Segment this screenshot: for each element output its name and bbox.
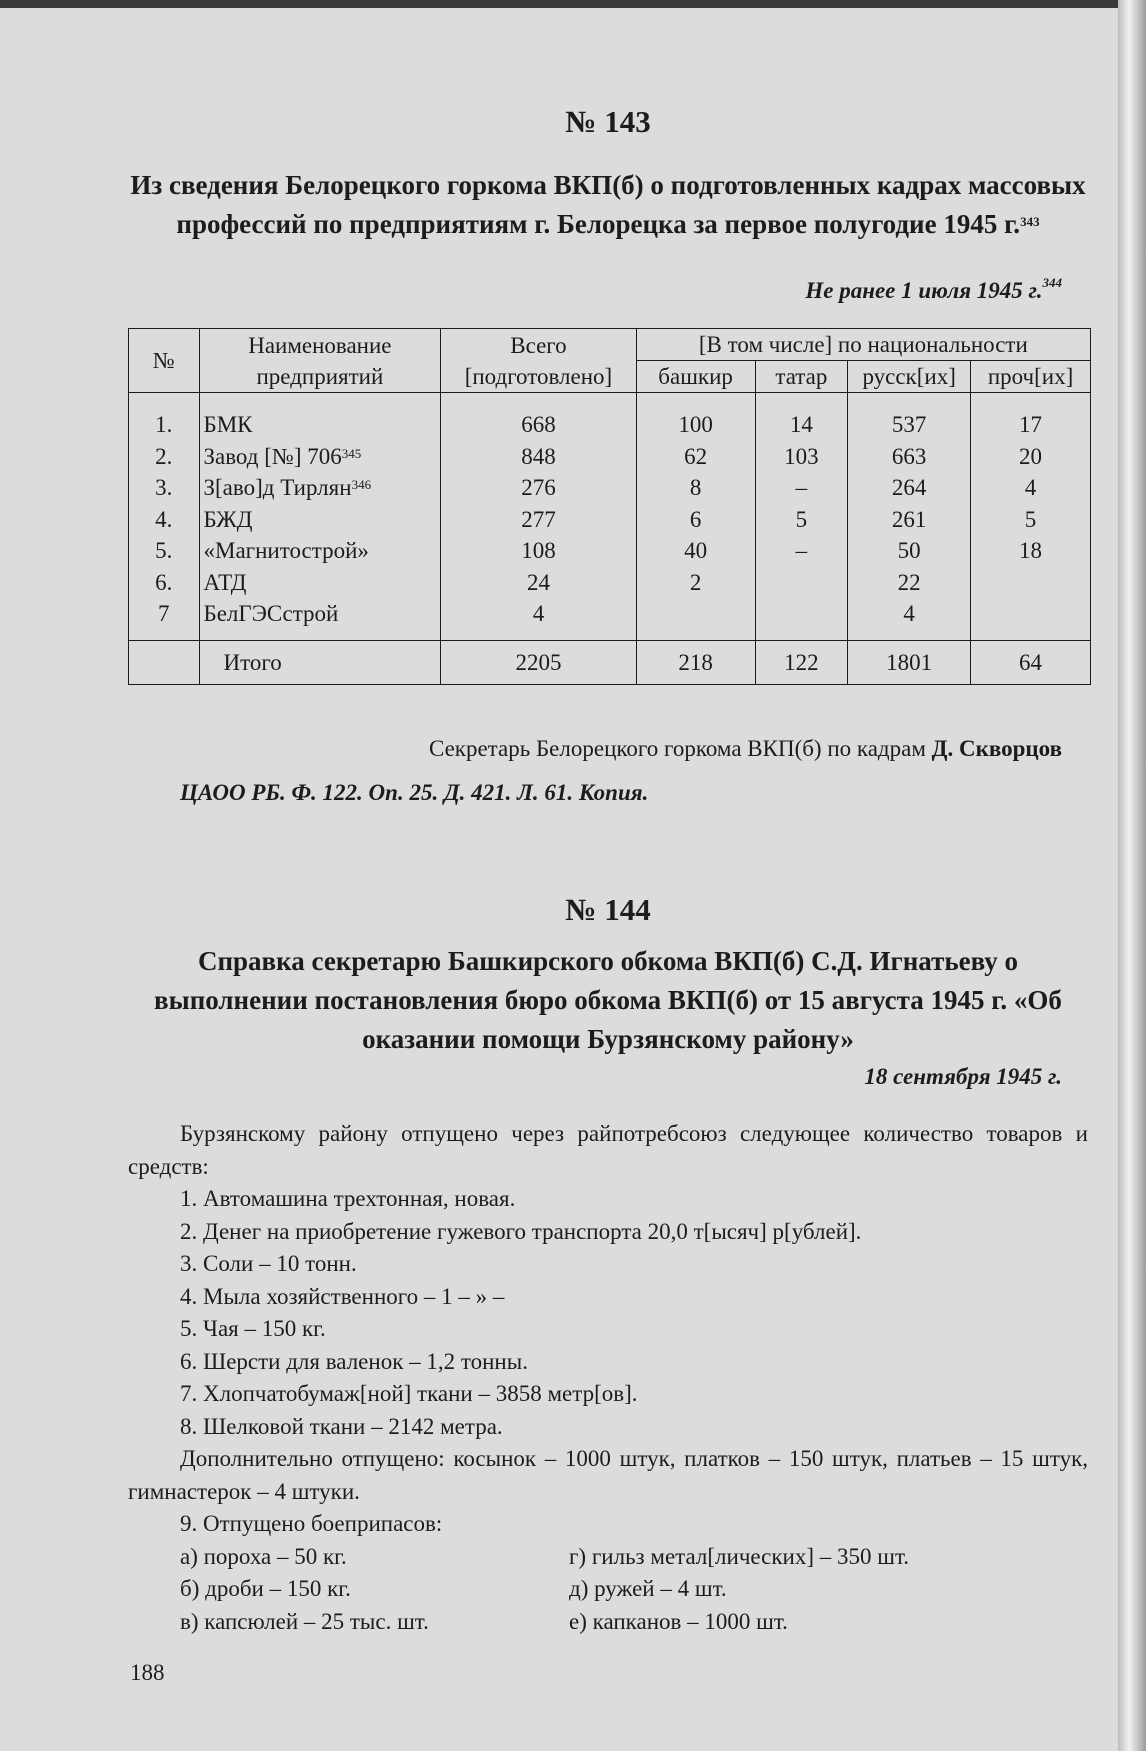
cell-russian: 22 <box>848 567 971 599</box>
cell-bashkir: 8 <box>636 472 755 504</box>
doc143-title <box>128 166 1088 244</box>
table-row <box>129 393 1091 441</box>
ammo-columns <box>128 1541 1088 1639</box>
ammo-item: в) капсюлей – 25 тыс. шт. <box>180 1608 429 1634</box>
cell-tatar: 5 <box>755 504 848 536</box>
cell-total: 108 <box>441 535 636 567</box>
ammo-right-column <box>569 1541 909 1639</box>
page-number: 188 <box>130 1660 165 1685</box>
cell-name-text: Завод [№] 706 <box>203 443 342 469</box>
table-total-row <box>129 640 1091 685</box>
table-row <box>129 441 1091 473</box>
cell-name <box>199 567 441 599</box>
cell-tatar: 103 <box>755 441 848 473</box>
table-row <box>129 535 1091 567</box>
cell-name-text: БелГЭСстрой <box>203 601 339 626</box>
list-item: 8. Шелковой ткани – 2142 метра. <box>180 1413 503 1439</box>
cell-tatar <box>755 598 848 640</box>
cell-name <box>199 441 441 473</box>
table-row <box>129 472 1091 504</box>
cell-bashkir: 6 <box>636 504 755 536</box>
cell-num: 2. <box>129 441 200 473</box>
cell-russian: 537 <box>848 393 971 441</box>
cell-other <box>971 567 1091 599</box>
cell-num: 1. <box>129 393 200 441</box>
cell-total: 276 <box>441 472 636 504</box>
cell-total: 24 <box>441 567 636 599</box>
cell-other <box>971 598 1091 640</box>
ammo-item: а) пороха – 50 кг. <box>180 1543 347 1569</box>
doc143-number: № 143 <box>565 104 651 139</box>
table-row <box>129 504 1091 536</box>
cell-num: 4. <box>129 504 200 536</box>
doc144-title: Справка секретарю Башкирского обкома ВКП(б) С.Д. Игнатьеву о выполнении постановления бюро обкома ВКП(б) от 15 августа 1945 г. «Об оказании помощи Бурзянскому району» <box>154 946 1062 1054</box>
cell-russian: 4 <box>848 598 971 640</box>
cell-num: 7 <box>129 598 200 640</box>
cell-total: 848 <box>441 441 636 473</box>
table-row <box>129 567 1091 599</box>
cell-num: 6. <box>129 567 200 599</box>
doc143-date-text: Не ранее 1 июля 1945 г. <box>805 278 1043 303</box>
doc143-date <box>805 275 1062 304</box>
cell-other: 5 <box>971 504 1091 536</box>
cell-tatar: 122 <box>755 640 848 685</box>
cell-other: 20 <box>971 441 1091 473</box>
cell-name-text: «Магнитострой» <box>203 538 369 563</box>
cell-num: 3. <box>129 472 200 504</box>
archive-reference: ЦАОО РБ. Ф. 122. Оп. 25. Д. 421. Л. 61. Копия. <box>180 780 649 805</box>
header-bashkir: башкир <box>636 361 755 393</box>
cell-tatar: 14 <box>755 393 848 441</box>
list-item: 6. Шерсти для валенок – 1,2 тонны. <box>180 1348 528 1374</box>
doc144-body <box>128 1118 1088 1638</box>
header-tatar: татар <box>755 361 848 393</box>
cell-bashkir: 62 <box>636 441 755 473</box>
cell-tatar: – <box>755 535 848 567</box>
doc143-title-text: Из сведения Белорецкого горкома ВКП(б) о подготовленных кадрах массовых профессий по предприятиям г. Белорецка за первое полугодие 1945 г. <box>130 170 1086 239</box>
header-other: проч[их] <box>971 361 1091 393</box>
footnote-ref: 343 <box>1020 214 1040 229</box>
signature-role: Секретарь Белорецкого горкома ВКП(б) по кадрам <box>428 736 926 761</box>
cell-russian: 1801 <box>848 640 971 685</box>
ammo-left-column <box>128 1541 569 1639</box>
ammo-item: б) дроби – 150 кг. <box>180 1576 351 1601</box>
table-row <box>129 598 1091 640</box>
cell-bashkir <box>636 598 755 640</box>
ammo-item: е) капканов – 1000 шт. <box>569 1608 788 1634</box>
cell-bashkir: 40 <box>636 535 755 567</box>
cell-total-label: Итого <box>199 640 441 685</box>
header-num: № <box>129 329 200 393</box>
intro-paragraph: Бурзянскому району отпущено через райпотребсоюз следующее количество товаров и средств: <box>128 1121 1088 1179</box>
cell-other: 64 <box>971 640 1091 685</box>
ammo-item: д) ружей – 4 шт. <box>569 1576 727 1601</box>
cell-russian: 50 <box>848 535 971 567</box>
cell-tatar <box>755 567 848 599</box>
cell-num: 5. <box>129 535 200 567</box>
cell-total: 2205 <box>441 640 636 685</box>
header-name: Наименование предприятий <box>199 329 441 393</box>
scan-top-border <box>0 0 1146 8</box>
header-russian: русск[их] <box>848 361 971 393</box>
cell-name-text: БЖД <box>203 506 253 532</box>
cell-tatar: – <box>755 472 848 504</box>
footnote-ref: 346 <box>351 477 372 492</box>
cell-total: 4 <box>441 598 636 640</box>
cell-bashkir: 100 <box>636 393 755 441</box>
page-edge <box>1118 0 1146 1751</box>
doc144-date: 18 сентября 1945 г. <box>864 1064 1062 1089</box>
cell-total: 277 <box>441 504 636 536</box>
ammo-item: г) гильз метал[лических] – 350 шт. <box>569 1543 910 1569</box>
additional-paragraph: Дополнительно отпущено: косынок – 1000 штук, платков – 150 штук, платьев – 15 штук, гимнастерок – 4 штуки. <box>128 1446 1088 1504</box>
cell-bashkir: 2 <box>636 567 755 599</box>
footnote-ref: 345 <box>341 445 362 461</box>
list-item: 7. Хлопчатобумаж[ной] ткани – 3858 метр[ов]. <box>180 1381 638 1406</box>
cell-bashkir: 218 <box>636 640 755 685</box>
cell-name-text: З[аво]д Тирлян <box>203 475 352 500</box>
signature-name: Д. Скворцов <box>931 736 1062 761</box>
cell-name-text: АТД <box>203 569 247 595</box>
signature-line <box>429 736 1062 762</box>
cell-name <box>199 472 441 504</box>
cell-russian: 663 <box>848 441 971 473</box>
cell-other: 18 <box>971 535 1091 567</box>
book-page <box>0 8 1118 1751</box>
cell-other: 17 <box>971 393 1091 441</box>
list-item: 4. Мыла хозяйственного – 1 – » – <box>180 1283 505 1309</box>
header-total: Всего [подготовлено] <box>441 329 636 393</box>
cell-name <box>199 535 441 567</box>
cell-num <box>129 640 200 685</box>
cell-name <box>199 393 441 441</box>
cell-russian: 264 <box>848 472 971 504</box>
list-item: 3. Соли – 10 тонн. <box>180 1251 357 1276</box>
cell-other: 4 <box>971 472 1091 504</box>
header-nationality-group: [В том числе] по национальности <box>636 329 1090 361</box>
list-item: 1. Автомашина трехтонная, новая. <box>180 1186 516 1211</box>
cell-name <box>199 504 441 536</box>
footnote-ref: 344 <box>1042 275 1062 290</box>
list-item: 5. Чая – 150 кг. <box>180 1316 326 1341</box>
list-item: 9. Отпущено боеприпасов: <box>180 1511 443 1536</box>
cell-total: 668 <box>441 393 636 441</box>
cell-name-text: БМК <box>203 412 253 437</box>
cell-name <box>199 598 441 640</box>
list-item: 2. Денег на приобретение гужевого транспорта 20,0 т[ысяч] р[ублей]. <box>180 1218 862 1244</box>
doc144-number: № 144 <box>565 892 651 927</box>
cell-russian: 261 <box>848 504 971 536</box>
cadres-table <box>128 328 1091 685</box>
